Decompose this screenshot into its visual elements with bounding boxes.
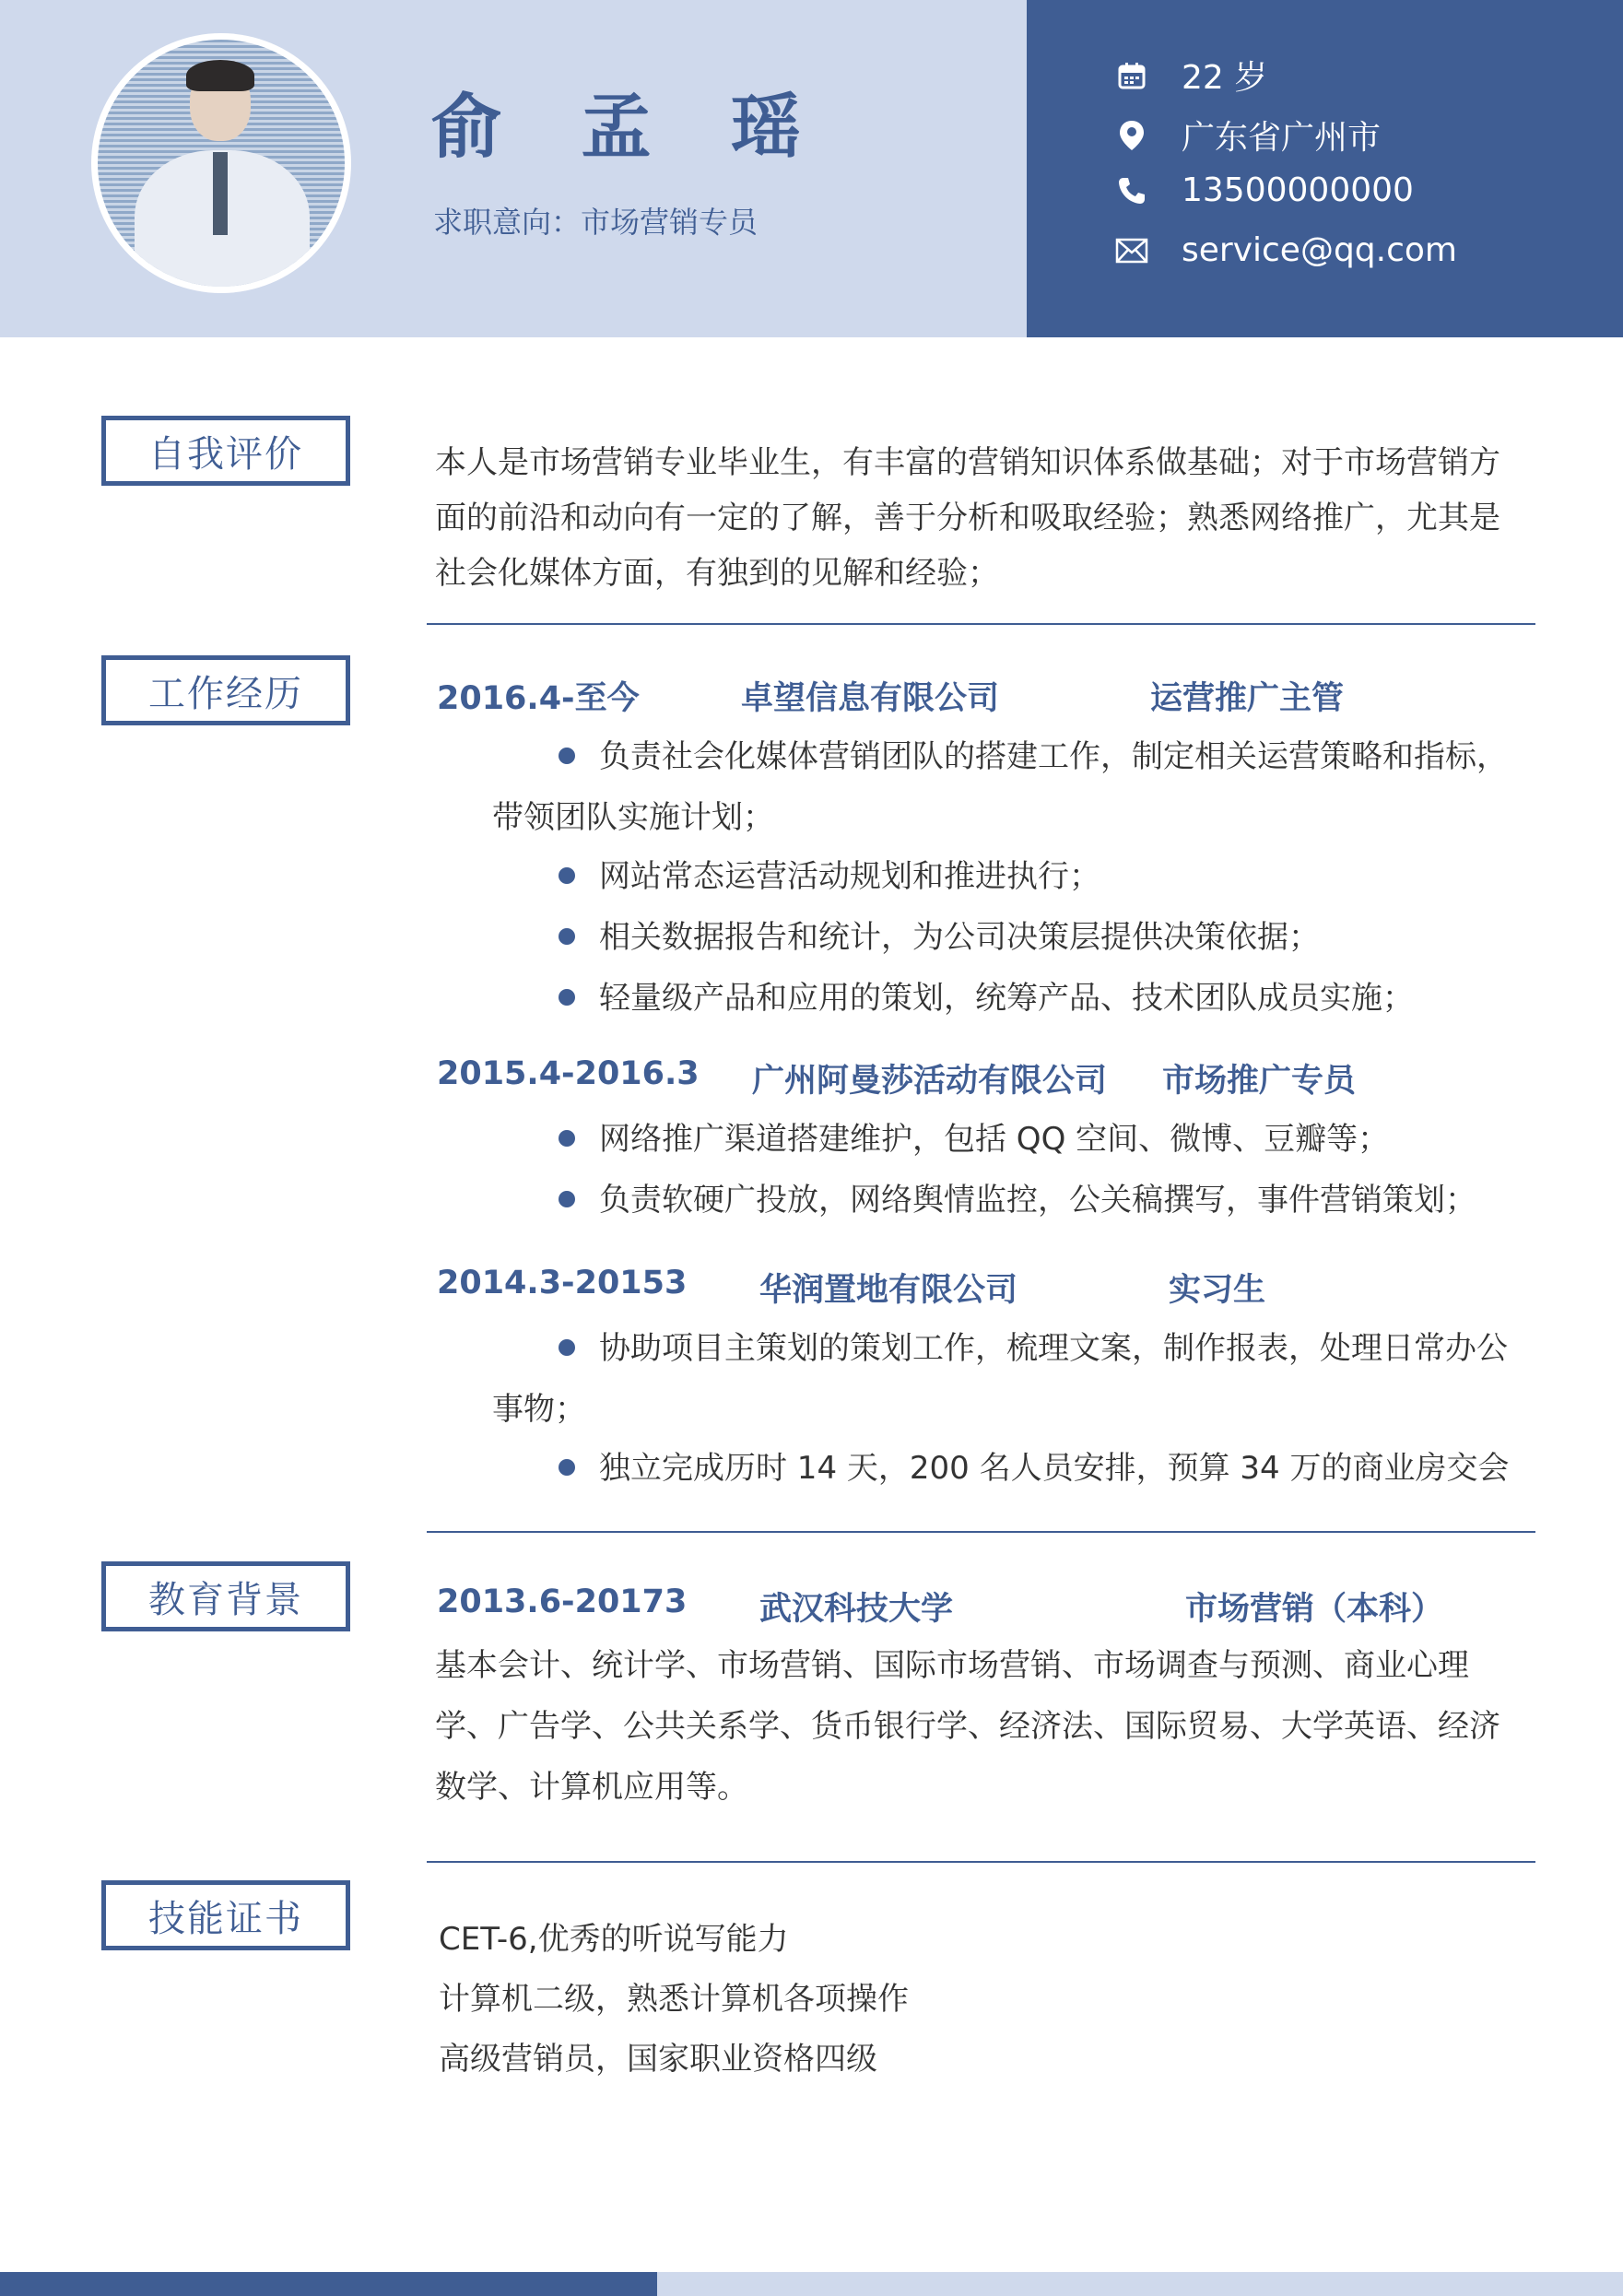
skill-item: 计算机二级，熟悉计算机各项操作 <box>439 1981 909 2018</box>
bullet-dot <box>559 989 575 1006</box>
job-title: 市场推广专员 <box>1162 1063 1357 1100</box>
section-title-self-eval: 自我评价 <box>101 416 350 486</box>
job-title: 运营推广主管 <box>1150 680 1345 717</box>
job-bullet <box>492 1318 1523 1440</box>
contact-email <box>1115 231 1457 269</box>
bullet-dot <box>559 1339 575 1356</box>
email-text: service@qq.com <box>1182 231 1457 269</box>
job-bullet <box>492 726 1523 848</box>
job-company: 卓望信息有限公司 <box>741 680 1000 717</box>
divider <box>427 1531 1535 1533</box>
education-period: 2013.6-20173 <box>437 1584 688 1620</box>
footer-bar-dark <box>0 2272 657 2296</box>
job-title: 实习生 <box>1169 1272 1266 1309</box>
bullet-text: 轻量级产品和应用的策划，统筹产品、技术团队成员实施； <box>599 980 1414 1017</box>
education-major: 市场营销（本科） <box>1185 1591 1444 1628</box>
job-company: 广州阿曼莎活动有限公司 <box>752 1063 1108 1100</box>
age-text: 22 岁 <box>1182 59 1268 97</box>
job-period: 2014.3-20153 <box>437 1265 688 1301</box>
skill-item: CET-6,优秀的听说写能力 <box>439 1921 789 1958</box>
contact-phone <box>1115 171 1414 209</box>
bullet-text: 相关数据报告和统计，为公司决策层提供决策依据； <box>599 919 1320 956</box>
bullet-text: 负责社会化媒体营销团队的搭建工作，制定相关运营策略和指标，带领团队实施计划； <box>492 738 1508 836</box>
profile-photo <box>98 40 345 287</box>
footer-bar-light <box>657 2272 1623 2296</box>
bullet-dot <box>559 867 575 884</box>
bullet-text: 独立完成历时 14 天，200 名人员安排，预算 34 万的商业房交会 <box>599 1450 1510 1487</box>
location-pin-icon <box>1115 119 1148 152</box>
bullet-dot <box>559 1191 575 1207</box>
job-bullet <box>492 907 1523 968</box>
bullet-dot <box>559 1130 575 1147</box>
phone-text: 13500000000 <box>1182 171 1414 209</box>
section-title-work: 工作经历 <box>101 655 350 725</box>
divider <box>427 623 1535 625</box>
section-title-skills: 技能证书 <box>101 1880 350 1950</box>
calendar-icon <box>1115 59 1148 92</box>
bullet-text: 协助项目主策划的策划工作，梳理文案，制作报表，处理日常办公事物； <box>492 1330 1508 1428</box>
bullet-text: 负责软硬广投放，网络舆情监控，公关稿撰写，事件营销策划； <box>599 1182 1476 1219</box>
section-title-education: 教育背景 <box>101 1561 350 1631</box>
divider <box>427 1861 1535 1863</box>
contact-location <box>1115 112 1381 159</box>
job-bullet <box>492 846 1523 907</box>
job-period: 2016.4-至今 <box>437 680 640 717</box>
mail-icon <box>1115 234 1148 267</box>
job-bullet <box>492 1438 1523 1499</box>
location-text: 广东省广州市 <box>1182 119 1382 157</box>
self-eval-text: 本人是市场营销专业毕业生，有丰富的营销知识体系做基础；对于市场营销方面的前沿和动向有一定的了解，善于分析和吸取经验；熟悉网络推广，尤其是社会化媒体方面，有独到的见解和经验； <box>435 444 1500 592</box>
contact-panel <box>1027 0 1623 337</box>
bullet-text: 网站常态运营活动规划和推进执行； <box>599 858 1100 895</box>
avatar <box>91 33 351 293</box>
contact-age <box>1115 52 1267 99</box>
job-company: 华润置地有限公司 <box>759 1272 1018 1309</box>
job-intent: 求职意向：市场营销专员 <box>433 205 759 240</box>
skill-item: 高级营销员，国家职业资格四级 <box>439 2041 877 2078</box>
bullet-dot <box>559 928 575 945</box>
job-period: 2015.4-2016.3 <box>437 1055 700 1092</box>
bullet-dot <box>559 1459 575 1476</box>
job-bullet <box>492 1170 1523 1230</box>
job-bullet <box>492 968 1523 1029</box>
candidate-name: 俞 孟 瑶 <box>431 86 829 168</box>
bullet-text: 网络推广渠道搭建维护，包括 QQ 空间、微博、豆瓣等； <box>599 1121 1390 1158</box>
bullet-dot <box>559 748 575 764</box>
job-bullet <box>492 1109 1523 1170</box>
education-courses: 基本会计、统计学、市场营销、国际市场营销、市场调查与预测、商业心理学、广告学、公共关系学、货币银行学、经济法、国际贸易、大学英语、经济数学、计算机应用等。 <box>435 1647 1500 1806</box>
education-school: 武汉科技大学 <box>759 1591 954 1628</box>
phone-icon <box>1115 174 1148 207</box>
